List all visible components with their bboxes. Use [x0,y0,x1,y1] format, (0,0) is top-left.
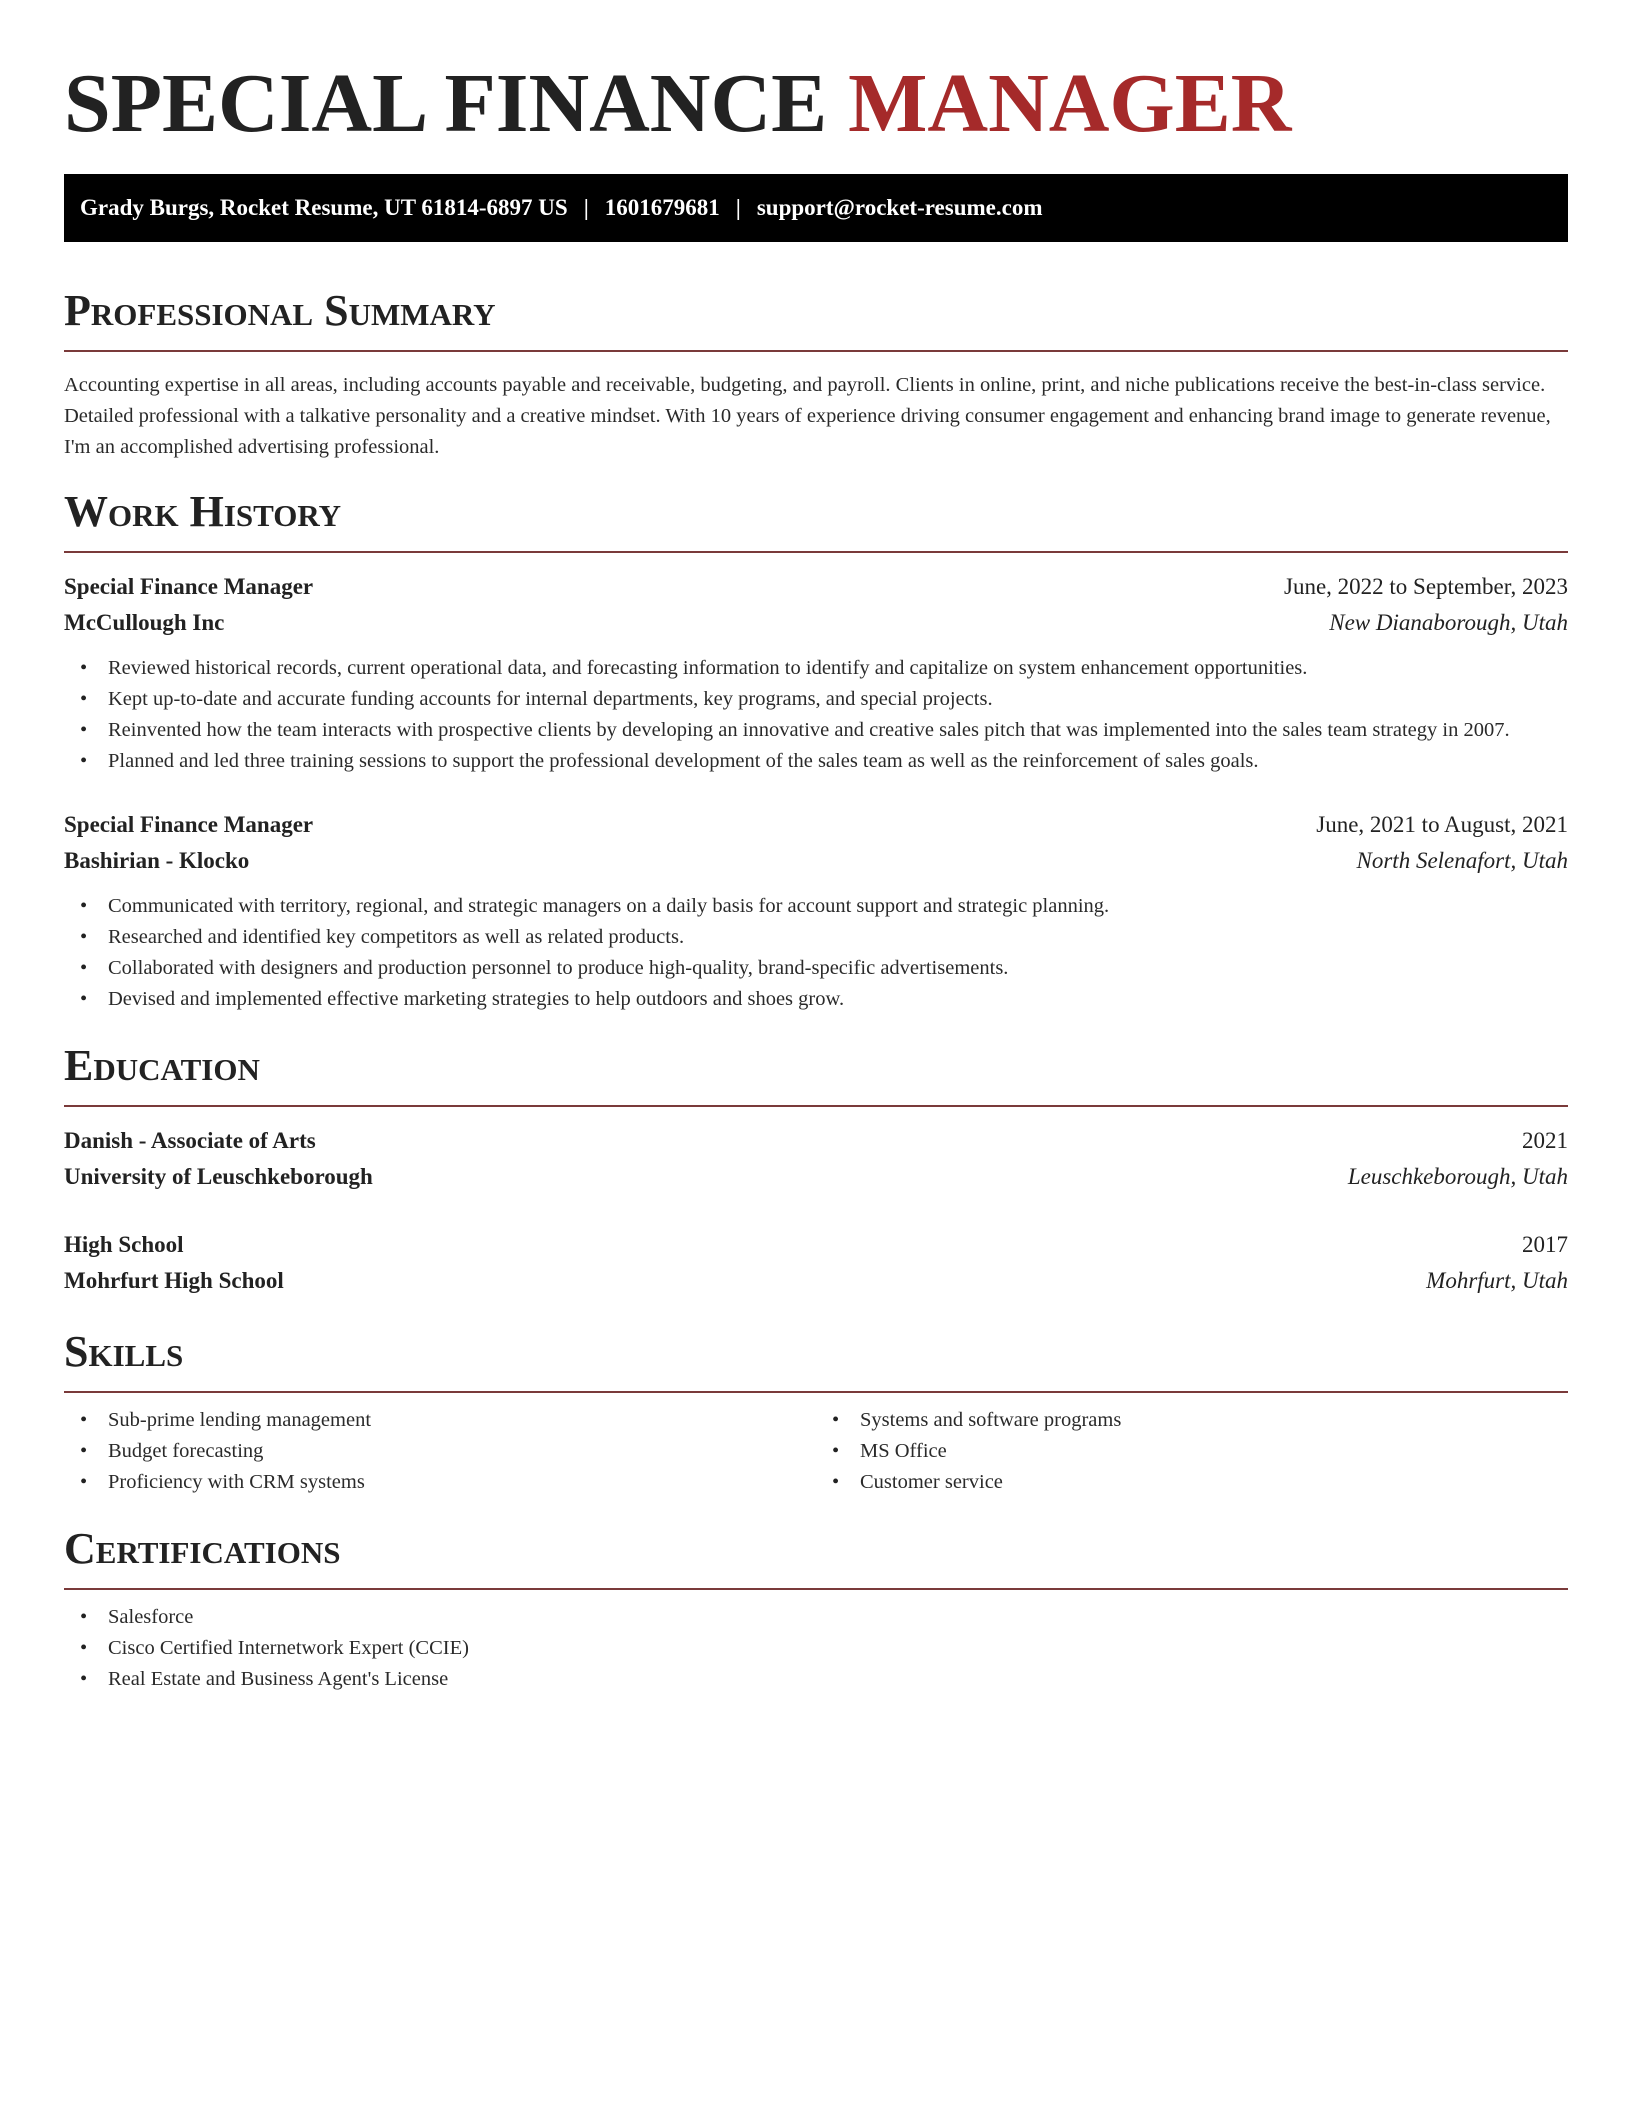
job-location: New Dianaborough, Utah [1329,610,1568,635]
list-item: • Reinvented how the team interacts with prospective clients by developing an innovative and creative sales pitch that was implemented into the sales team strategy in 2007. [108,715,1568,746]
list-item: • Collaborated with designers and production personnel to produce high-quality, brand-specific advertisements. [108,953,1568,984]
certifications-list [64,1602,1568,1695]
list-item: • Planned and led three training sessions to support the professional development of the sales team as well as the reinforcement of sales goals. [108,746,1568,777]
education-section [64,1041,1568,1299]
certification-item: • Real Estate and Business Agent's License [108,1664,1568,1695]
work-history-section [64,487,1568,1015]
contact-separator: | [735,195,741,220]
job-title: Special Finance Manager [64,574,314,599]
list-item: • Researched and identified key competitors as well as related products. [108,922,1568,953]
skills-grid [64,1405,1568,1498]
contact-phone: 1601679681 [604,195,720,220]
skills-list-right [816,1405,1568,1498]
contact-separator: | [583,195,589,220]
contact-email: support@rocket-resume.com [756,195,1043,220]
job-company: Bashirian - Klocko [64,848,250,873]
education-entry [64,1227,1568,1299]
section-divider [64,350,1568,352]
skill-item: • Budget forecasting [108,1436,816,1467]
list-item: • Reviewed historical records, current operational data, and forecasting information to identify and capitalize on system enhancement opportunities. [108,653,1568,684]
education-degree: Danish - Associate of Arts [64,1128,316,1153]
list-item: • Devised and implemented effective marketing strategies to help outdoors and shoes grow. [108,984,1568,1015]
section-heading-certifications: Certifications [64,1524,341,1573]
resume-page [64,0,1568,1695]
section-divider [64,551,1568,553]
skill-item: • Proficiency with CRM systems [108,1467,816,1498]
job-company: McCullough Inc [64,610,225,635]
education-degree: High School [64,1232,184,1257]
skills-list-left [64,1405,816,1498]
skills-section [64,1327,1568,1498]
contact-address: Grady Burgs, Rocket Resume, UT 61814-6897 US [80,195,568,220]
skill-item: • Customer service [860,1467,1568,1498]
section-heading-education: Education [64,1041,260,1090]
education-year: 2017 [1522,1232,1568,1257]
job-bullets [64,891,1568,1015]
summary-text: Accounting expertise in all areas, including accounts payable and receivable, budgeting, and payroll. Clients in online, print, and niche publications receive the best-in-class service. Detailed professional with a talkative personality and a creative mindset. With 10 years of experience driving consumer engagement and enhancing brand image to generate revenue, I'm an accomplished advertising professional. [64,374,1551,458]
education-school: University of Leuschkeborough [64,1164,373,1189]
skill-item: • Systems and software programs [860,1405,1568,1436]
job-title: Special Finance Manager [64,812,314,837]
page-title [64,58,1568,150]
list-item: • Communicated with territory, regional, and strategic managers on a daily basis for account support and strategic planning. [108,891,1568,922]
certifications-section [64,1524,1568,1695]
skill-item: • MS Office [860,1436,1568,1467]
title-accent: MANAGER [848,57,1292,150]
education-school: Mohrfurt High School [64,1268,284,1293]
job-location: North Selenafort, Utah [1356,848,1568,873]
job-dates: June, 2021 to August, 2021 [1316,812,1568,837]
job-dates: June, 2022 to September, 2023 [1284,574,1568,599]
education-entry [64,1123,1568,1195]
title-main: SPECIAL FINANCE [64,57,849,150]
certification-item: • Cisco Certified Internetwork Expert (CCIE) [108,1633,1568,1664]
section-heading-work-history: Work History [64,487,342,536]
education-location: Mohrfurt, Utah [1426,1268,1568,1293]
section-divider [64,1105,1568,1107]
education-year: 2021 [1522,1128,1568,1153]
job-entry [64,569,1568,777]
job-entry [64,807,1568,1015]
contact-bar [64,174,1568,242]
list-item: • Kept up-to-date and accurate funding accounts for internal departments, key programs, and special projects. [108,684,1568,715]
certification-item: • Salesforce [108,1602,1568,1633]
job-bullets [64,653,1568,777]
section-divider [64,1588,1568,1590]
section-heading-summary: Professional Summary [64,286,496,335]
summary-section [64,286,1568,463]
section-divider [64,1391,1568,1393]
section-heading-skills: Skills [64,1327,184,1376]
education-location: Leuschkeborough, Utah [1347,1164,1568,1189]
skill-item: • Sub-prime lending management [108,1405,816,1436]
